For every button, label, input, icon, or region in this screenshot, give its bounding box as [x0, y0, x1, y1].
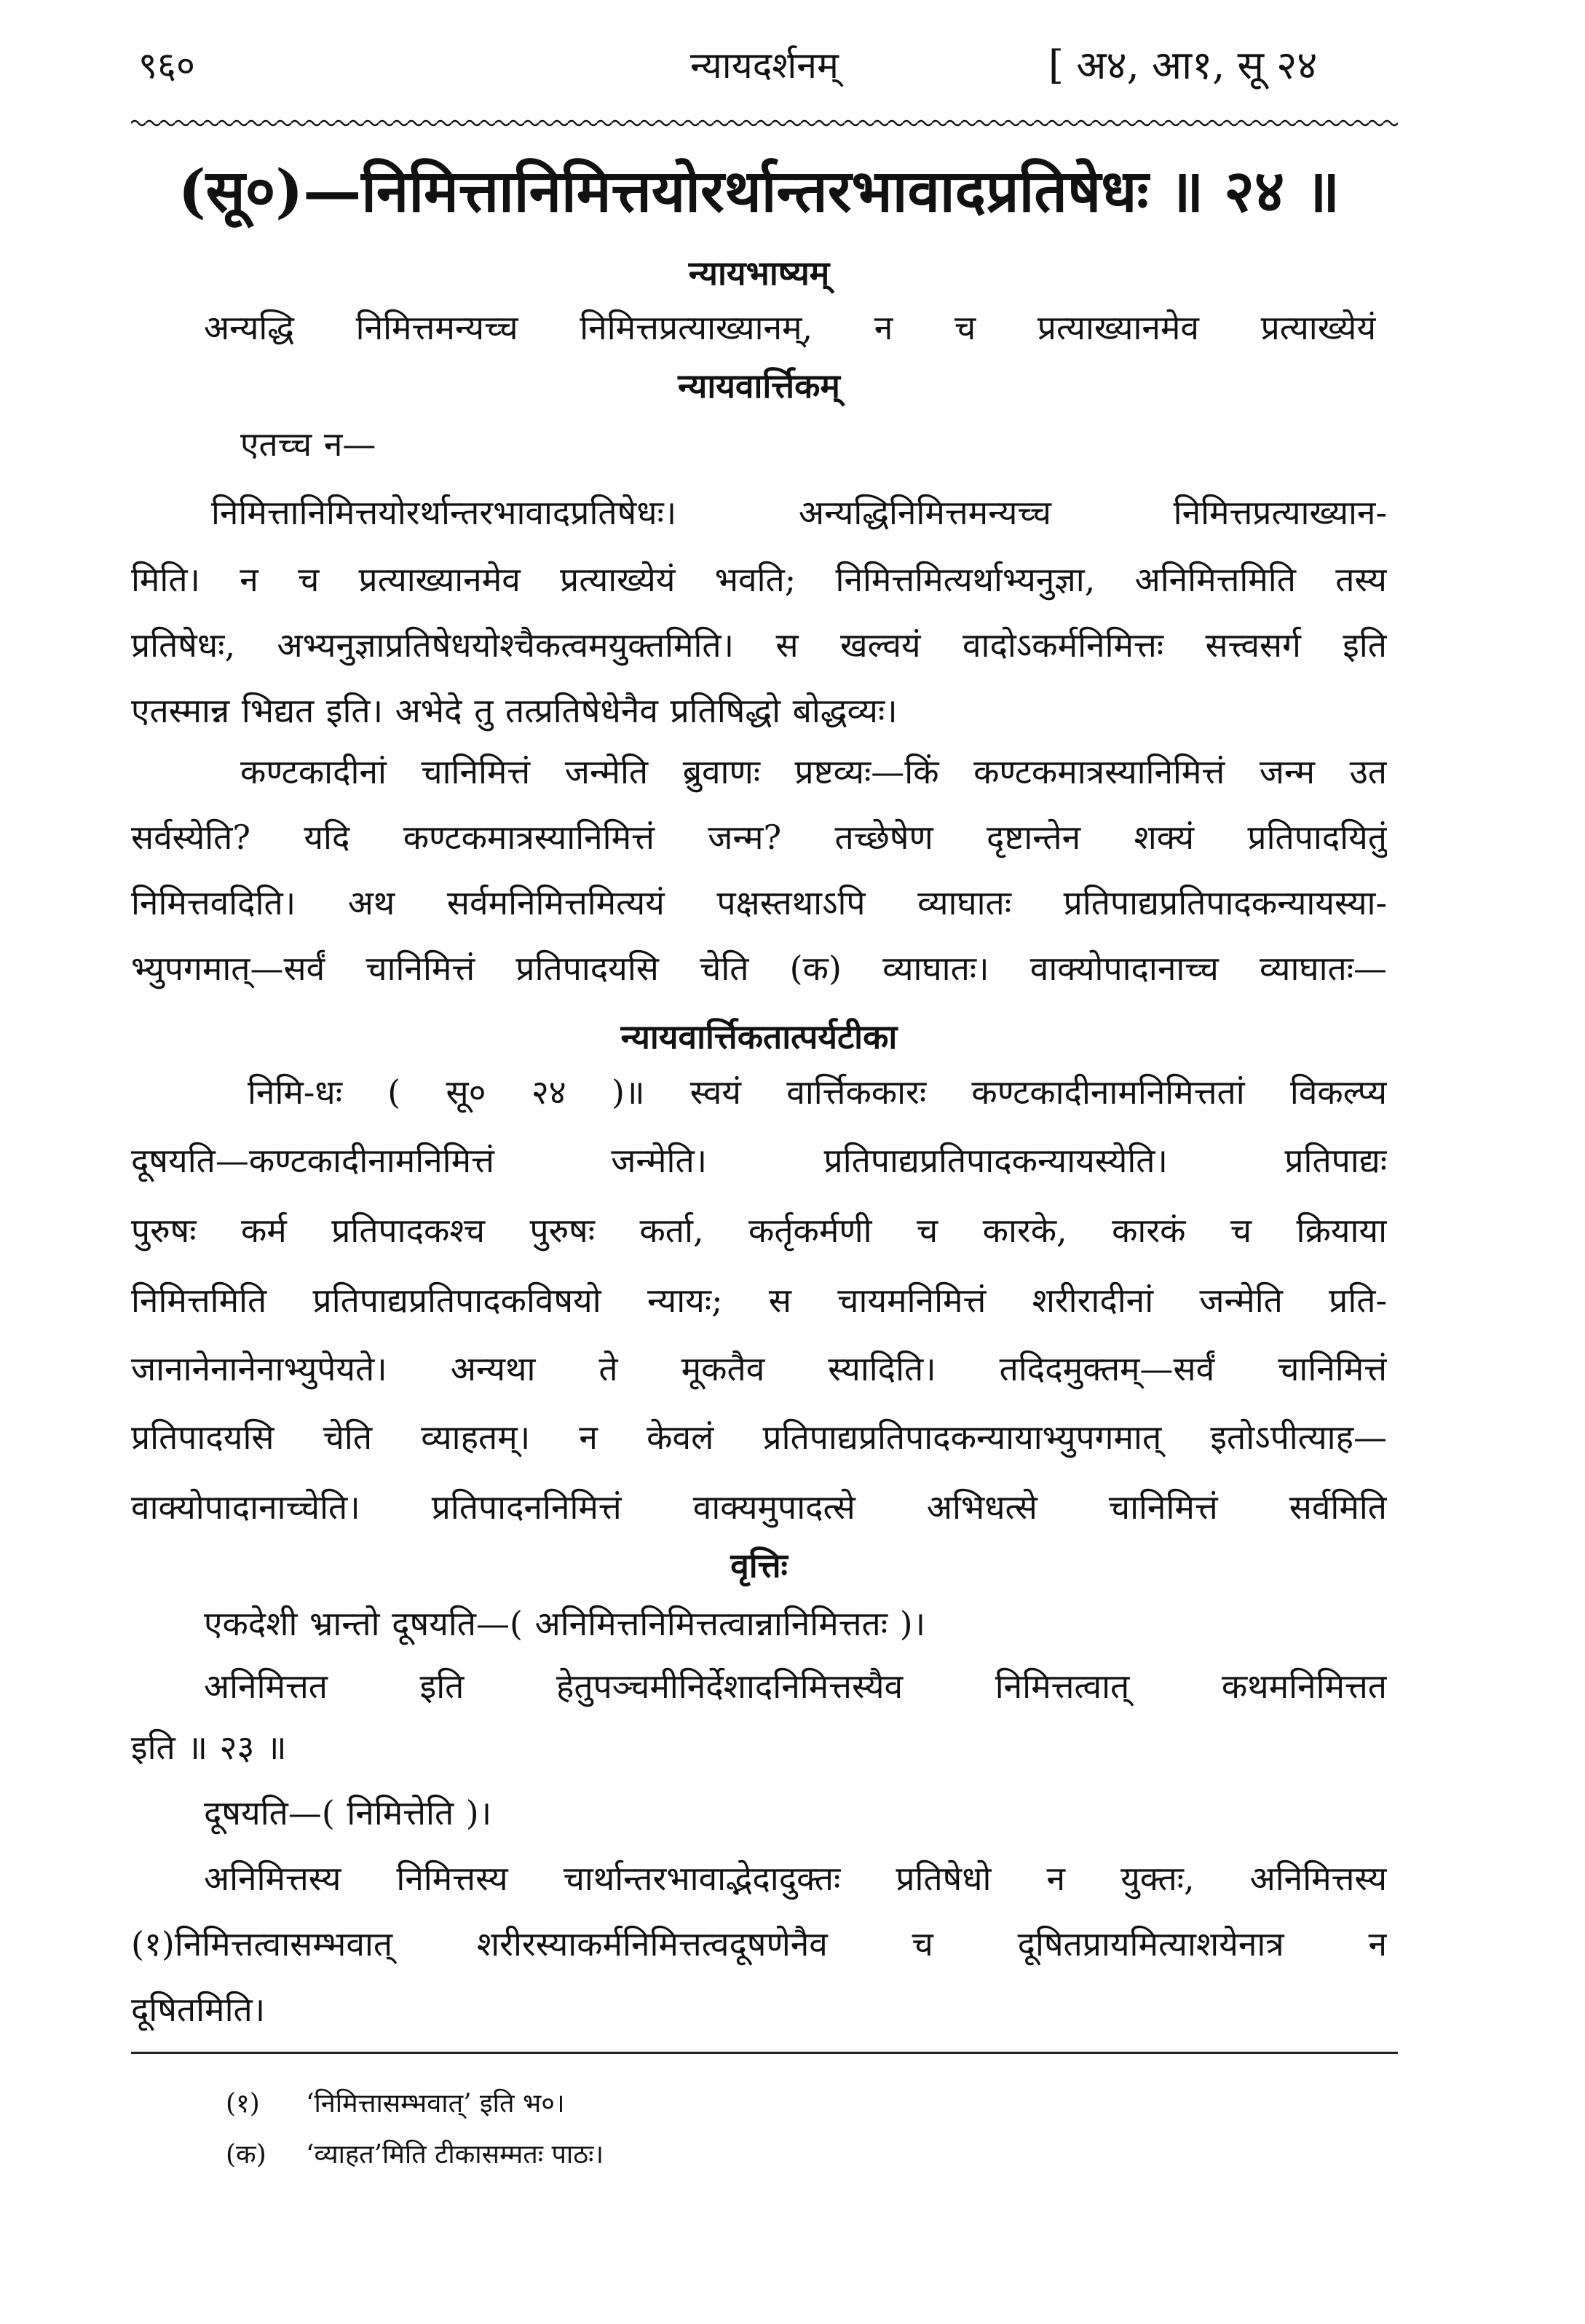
vartika-para1-line: निमित्तानिमित्तयोरर्थान्तरभावादप्रतिषेधः। अन्यद्धिनिमित्तमन्यच्च निमित्तप्रत्याख्यान- [211, 493, 1387, 532]
vartika-para1-line: एतस्मान्न भिद्यत इति। अभेदे तु तत्प्रतिषेधेनैव प्रतिषिद्धो बोद्धव्यः। [131, 691, 898, 730]
tika-line: प्रतिपादयसि चेति व्याहतम्। न केवलं प्रतिपाद्यप्रतिपादकन्यायाभ्युपगमात् इतोऽपीत्याह— [131, 1418, 1387, 1457]
ornamental-wavy-rule [131, 116, 1398, 130]
tika-line: निमित्तमिति प्रतिपाद्यप्रतिपादकविषयो न्यायः; स चायमनिमित्तं शरीरादीनां जन्मेति प्रति- [131, 1281, 1387, 1320]
vartika-heading: न्यायवार्त्तिकम् [678, 366, 840, 406]
footnote-text: ‘निमित्तासम्भवात्’ इति भ०। [306, 2089, 565, 2119]
tika-line: वाक्योपादानाच्चेति। प्रतिपादननिमित्तं वाक्यमुपादत्से अभिधत्से चानिमित्तं सर्वमिति [131, 1487, 1387, 1527]
tika-line: पुरुषः कर्म प्रतिपादकश्च पुरुषः कर्ता, कर्तृकर्मणी च कारके, कारकं च क्रियाया [131, 1211, 1387, 1250]
vartika-para1-line: मिति। न च प्रत्याख्यानमेव प्रत्याख्येयं भवति; निमित्तमित्यर्थाभ्यनुज्ञा, अनिमित्तमिति तस्य [131, 560, 1387, 599]
tika-line: जानानेनानेनाभ्युपेयते। अन्यथा ते मूकतैव स्यादिति। तदिदमुक्तम्—सर्वं चानिमित्तं [131, 1349, 1387, 1388]
bhashya-heading: न्यायभाष्यम् [688, 253, 830, 293]
footnote-marker: (क) [226, 2140, 266, 2170]
vartika-para1-line: प्रतिषेधः, अभ्यनुज्ञाप्रतिषेधयोश्चैकत्वमयुक्तमिति। स खल्वयं वादोऽकर्मनिमित्तः सत्त्वसर्ग इति [131, 625, 1387, 665]
page-number: ९६० [138, 44, 195, 87]
tika-line: दूषयति—कण्टकादीनामनिमित्तं जन्मेति। प्रतिपाद्यप्रतिपादकन्यायस्येति। प्रतिपाद्यः [131, 1141, 1387, 1180]
vartika-para2-line: निमित्तवदिति। अथ सर्वमनिमित्तमित्ययं पक्षस्तथाऽपि व्याघातः प्रतिपाद्यप्रतिपादकन्यायस्या- [131, 883, 1387, 922]
running-title: न्यायदर्शनम् [690, 44, 839, 87]
sutra-heading: (सू०)—निमित्तानिमित्तयोरर्थान्तरभावादप्रतिषेधः ॥ २४ ॥ [178, 157, 1340, 225]
vartika-intro: एतच्च न— [240, 424, 376, 464]
section-reference: [ अ४, आ१, सू २४ [1048, 42, 1318, 88]
footnote-marker: (१) [226, 2089, 260, 2119]
footnote-text: ‘व्याहत’मिति टीकासम्मतः पाठः। [306, 2140, 604, 2170]
vartika-para2-line: भ्युपगमात्—सर्वं चानिमित्तं प्रतिपादयसि चेति (क) व्याघातः। वाक्योपादानाच्च व्याघातः— [131, 949, 1387, 988]
footnote-divider [131, 2052, 1398, 2054]
vritti-line: एकदेशी भ्रान्तो दूषयति—( अनिमित्तनिमित्तत्वान्नानिमित्ततः )। [204, 1604, 926, 1643]
tika-heading: न्यायवार्त्तिकतात्पर्यटीका [620, 1017, 898, 1056]
vritti-heading: वृत्तिः [730, 1546, 788, 1585]
tika-line: निमि-धः ( सू० २४ )॥ स्वयं वार्त्तिककारः कण्टकादीनामनिमित्ततां विकल्प्य [248, 1072, 1387, 1112]
vritti-line: इति ॥ २३ ॥ [131, 1728, 287, 1767]
vritti-line: अनिमित्तस्य निमित्तस्य चार्थान्तरभावाद्भेदादुक्तः प्रतिषेधो न युक्तः, अनिमित्तस्य [204, 1859, 1387, 1898]
vritti-line: दूषयति—( निमित्तेति )। [204, 1793, 492, 1833]
vartika-para2-line: कण्टकादीनां चानिमित्तं जन्मेति ब्रुवाणः प्रष्टव्यः—किं कण्टकमात्रस्यानिमित्तं जन्म उत [240, 752, 1387, 791]
bhashya-line: अन्यद्धि निमित्तमन्यच्च निमित्तप्रत्याख्यानम्, न च प्रत्याख्यानमेव प्रत्याख्येयं [204, 308, 1376, 347]
vritti-line: (१)निमित्तत्वासम्भवात् शरीरस्याकर्मनिमित्तत्वदूषणेनैव च दूषितप्रायमित्याशयेनात्र न [131, 1924, 1387, 1964]
vritti-line: अनिमित्तत इति हेतुपञ्चमीनिर्देशादनिमित्तस्यैव निमित्तत्वात् कथमनिमित्तत [204, 1667, 1387, 1706]
vritti-line: दूषितमिति। [131, 1990, 266, 2029]
vartika-para2-line: सर्वस्येति? यदि कण्टकमात्रस्यानिमित्तं जन्म? तच्छेषेण दृष्टान्तेन शक्यं प्रतिपादयितुं [131, 818, 1387, 857]
